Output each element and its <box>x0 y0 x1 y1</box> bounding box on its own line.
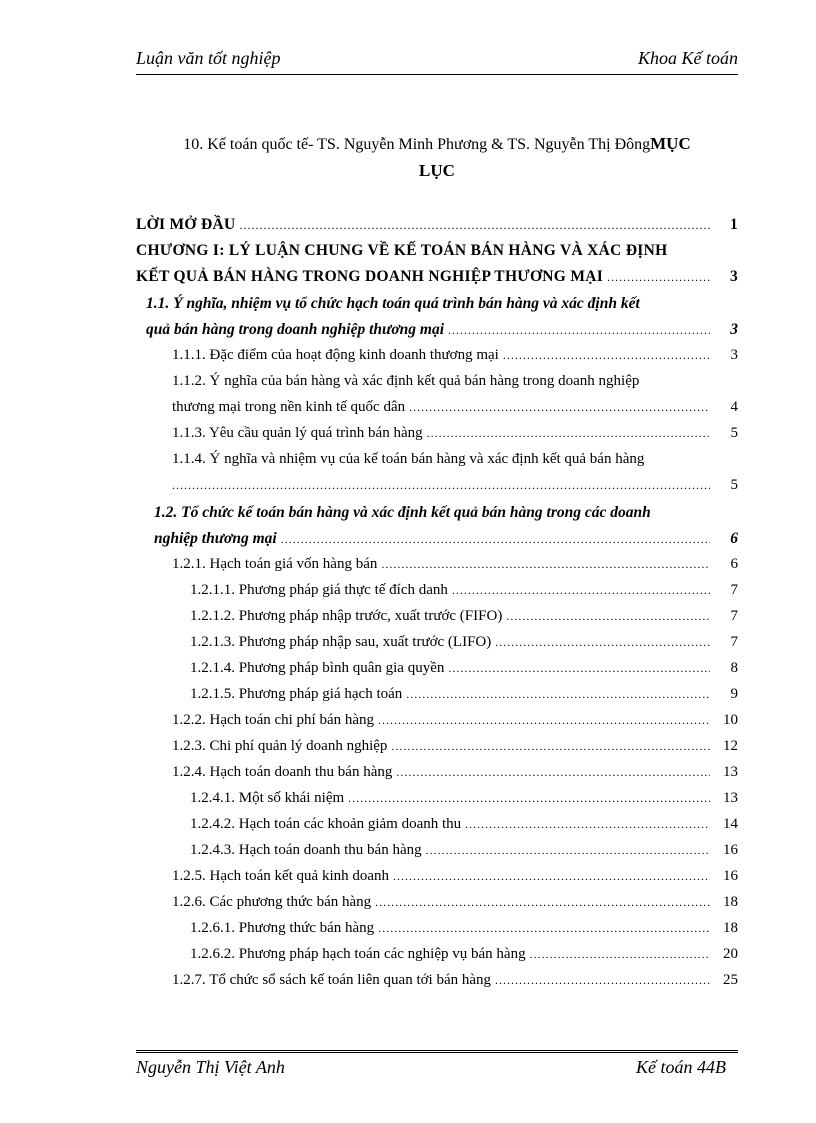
toc-entry-text: 1.2.1.1. Phương pháp giá thực tế đích danh <box>190 582 448 598</box>
toc-entry-page: 5 <box>730 477 738 493</box>
toc-entry-1-2-4[interactable] <box>172 764 738 781</box>
toc-entry-1-2-1-1[interactable] <box>190 582 738 599</box>
toc-entry-1-2-1-5[interactable] <box>190 686 738 703</box>
toc-entry-1-1-2-line1[interactable]: 1.1.2. Ý nghĩa của bán hàng và xác định kết quả bán hàng trong doanh nghiệp <box>172 373 640 389</box>
toc-entry-1-2-1-2[interactable] <box>190 608 738 625</box>
toc-entry-1-2-2[interactable] <box>172 712 738 729</box>
toc-entry-chapter-1-line1[interactable]: CHƯƠNG I: LÝ LUẬN CHUNG VỀ KẾ TOÁN BÁN HÀNG VÀ XÁC ĐỊNH <box>136 242 668 259</box>
toc-entry-page: 14 <box>723 816 738 832</box>
toc-entry-1-1-2[interactable] <box>172 399 738 416</box>
toc-entry-text: 1.2.7. Tổ chức sổ sách kế toán liên quan tới bán hàng <box>172 972 492 988</box>
page-footer <box>136 1050 738 1077</box>
toc-entry-loi-mo-dau[interactable] <box>136 216 738 234</box>
toc-entry-text: thương mại trong nền kinh tế quốc dân <box>172 399 406 415</box>
toc-entry-1-2-6-1[interactable] <box>190 920 738 937</box>
toc-entry-page: 16 <box>723 868 738 884</box>
toc-entry-text: 1.2.1.3. Phương pháp nhập sau, xuất trước (LIFO) <box>190 634 492 650</box>
toc-entry-text: quả bán hàng trong doanh nghiệp thương mại <box>146 321 444 338</box>
toc-entry-text: 1.2.6. Các phương thức bán hàng <box>172 894 372 910</box>
toc-entry-page: 6 <box>730 530 738 547</box>
toc-title-line1 <box>136 134 738 154</box>
toc-entry-text: 1.2.5. Hạch toán kết quả kinh doanh <box>172 868 390 884</box>
toc-entry-text: 1.2.4. Hạch toán doanh thu bán hàng <box>172 764 393 780</box>
toc-entry-text: 1.2.4.2. Hạch toán các khoản giảm doanh thu <box>190 816 462 832</box>
toc-entry-text: 1.2.4.3. Hạch toán doanh thu bán hàng <box>190 842 422 858</box>
footer-author: Nguyễn Thị Việt Anh <box>136 1057 285 1077</box>
toc-entry-text: 1.2.1.4. Phương pháp bình quân gia quyền <box>190 660 445 676</box>
toc-entry-page: 9 <box>730 686 738 702</box>
toc-entry-page: 18 <box>723 920 738 936</box>
toc-entry-page: 4 <box>730 399 738 415</box>
header-faculty-label: Khoa Kế toán <box>637 48 738 68</box>
toc-entry-page: 7 <box>730 634 738 650</box>
toc-entry-1-2-7[interactable] <box>172 972 738 989</box>
toc-entry-page: 7 <box>730 582 738 598</box>
toc-entry-1-2-1-4[interactable] <box>190 660 738 677</box>
toc-entry-text: 1.2.4.1. Một số khái niệm <box>190 790 345 806</box>
toc-entry-1-2-5[interactable] <box>172 868 738 885</box>
toc-entry-text: 1.2.1.2. Phương pháp nhập trước, xuất trước (FIFO) <box>190 608 503 624</box>
toc-entry-page: 12 <box>723 738 738 754</box>
header-thesis-label: Luận văn tốt nghiệp <box>136 48 281 68</box>
toc-entry-1-1[interactable] <box>146 321 738 339</box>
toc-entry-1-2-1-3[interactable] <box>190 634 738 651</box>
toc-entry-1-1-3[interactable] <box>172 425 738 442</box>
toc-entry-1-1-line1[interactable]: 1.1. Ý nghĩa, nhiệm vụ tổ chức hạch toán quá trình bán hàng và xác định kết <box>146 295 640 312</box>
toc-entry-page: 18 <box>723 894 738 910</box>
toc-entry-1-2-4-3[interactable] <box>190 842 738 859</box>
toc-entry-1-2-3[interactable] <box>172 738 738 755</box>
reference-text: 10. Kế toán quốc tế- TS. Nguyễn Minh Phương & TS. Nguyễn Thị Đông <box>183 136 651 153</box>
toc-entry-page: 1 <box>729 216 738 233</box>
toc-entry-chapter-1[interactable] <box>136 268 738 286</box>
toc-entry-text: LỜI MỞ ĐẦU <box>136 216 236 233</box>
page-header <box>136 48 738 75</box>
toc-entry-1-2-4-2[interactable] <box>190 816 738 833</box>
toc-entry-1-2-4-1[interactable] <box>190 790 738 807</box>
toc-entry-page: 8 <box>730 660 738 676</box>
toc-entry-text: 1.2.2. Hạch toán chi phí bán hàng <box>172 712 375 728</box>
toc-entry-1-1-4-line1[interactable]: 1.1.4. Ý nghĩa và nhiệm vụ của kế toán bán hàng và xác định kết quả bán hàng <box>172 451 645 467</box>
toc-entry-page: 16 <box>723 842 738 858</box>
footer-class: Kế toán 44B <box>636 1057 726 1077</box>
toc-entry-page: 7 <box>730 608 738 624</box>
toc-entry-1-2-line1[interactable]: 1.2. Tổ chức kế toán bán hàng và xác định kết quả bán hàng trong các doanh <box>154 504 651 521</box>
toc-entry-text: nghiệp thương mại <box>154 530 277 547</box>
toc-entry-page: 5 <box>730 425 738 441</box>
toc-entry-page: 6 <box>730 556 738 572</box>
toc-entry-text: 1.1.1. Đặc điểm của hoạt động kinh doanh thương mại <box>172 347 499 363</box>
toc-entry-text: 1.2.6.1. Phương thức bán hàng <box>190 920 375 936</box>
toc-entry-1-2-6[interactable] <box>172 894 738 911</box>
toc-entry-page: 13 <box>723 764 738 780</box>
toc-title-muc: MỤC <box>650 134 691 153</box>
toc-entry-page: 25 <box>723 972 738 988</box>
toc-entry-text: 1.1.3. Yêu cầu quản lý quá trình bán hàng <box>172 425 423 441</box>
toc-entry-1-2-1[interactable] <box>172 556 738 573</box>
toc-entry-1-2[interactable] <box>154 530 738 548</box>
toc-entry-1-2-6-2[interactable] <box>190 946 738 963</box>
toc-entry-1-1-4[interactable] <box>172 477 738 494</box>
toc-entry-page: 10 <box>723 712 738 728</box>
toc-entry-1-1-1[interactable] <box>172 347 738 364</box>
toc-title-line2: LỤC <box>419 161 455 180</box>
toc-entry-page: 3 <box>729 268 738 285</box>
toc-entry-page: 20 <box>723 946 738 962</box>
toc-entry-page: 3 <box>730 347 738 363</box>
toc-entry-page: 3 <box>730 321 738 338</box>
toc-entry-text: 1.2.6.2. Phương pháp hạch toán các nghiệp vụ bán hàng <box>190 946 526 962</box>
toc-entry-text: 1.2.1.5. Phương pháp giá hạch toán <box>190 686 403 702</box>
toc-entry-text: 1.2.1. Hạch toán giá vốn hàng bán <box>172 556 378 572</box>
toc-entry-text: KẾT QUẢ BÁN HÀNG TRONG DOANH NGHIỆP THƯƠNG MẠI <box>136 268 604 285</box>
toc-entry-text: 1.2.3. Chi phí quản lý doanh nghiệp <box>172 738 388 754</box>
toc-entry-page: 13 <box>723 790 738 806</box>
